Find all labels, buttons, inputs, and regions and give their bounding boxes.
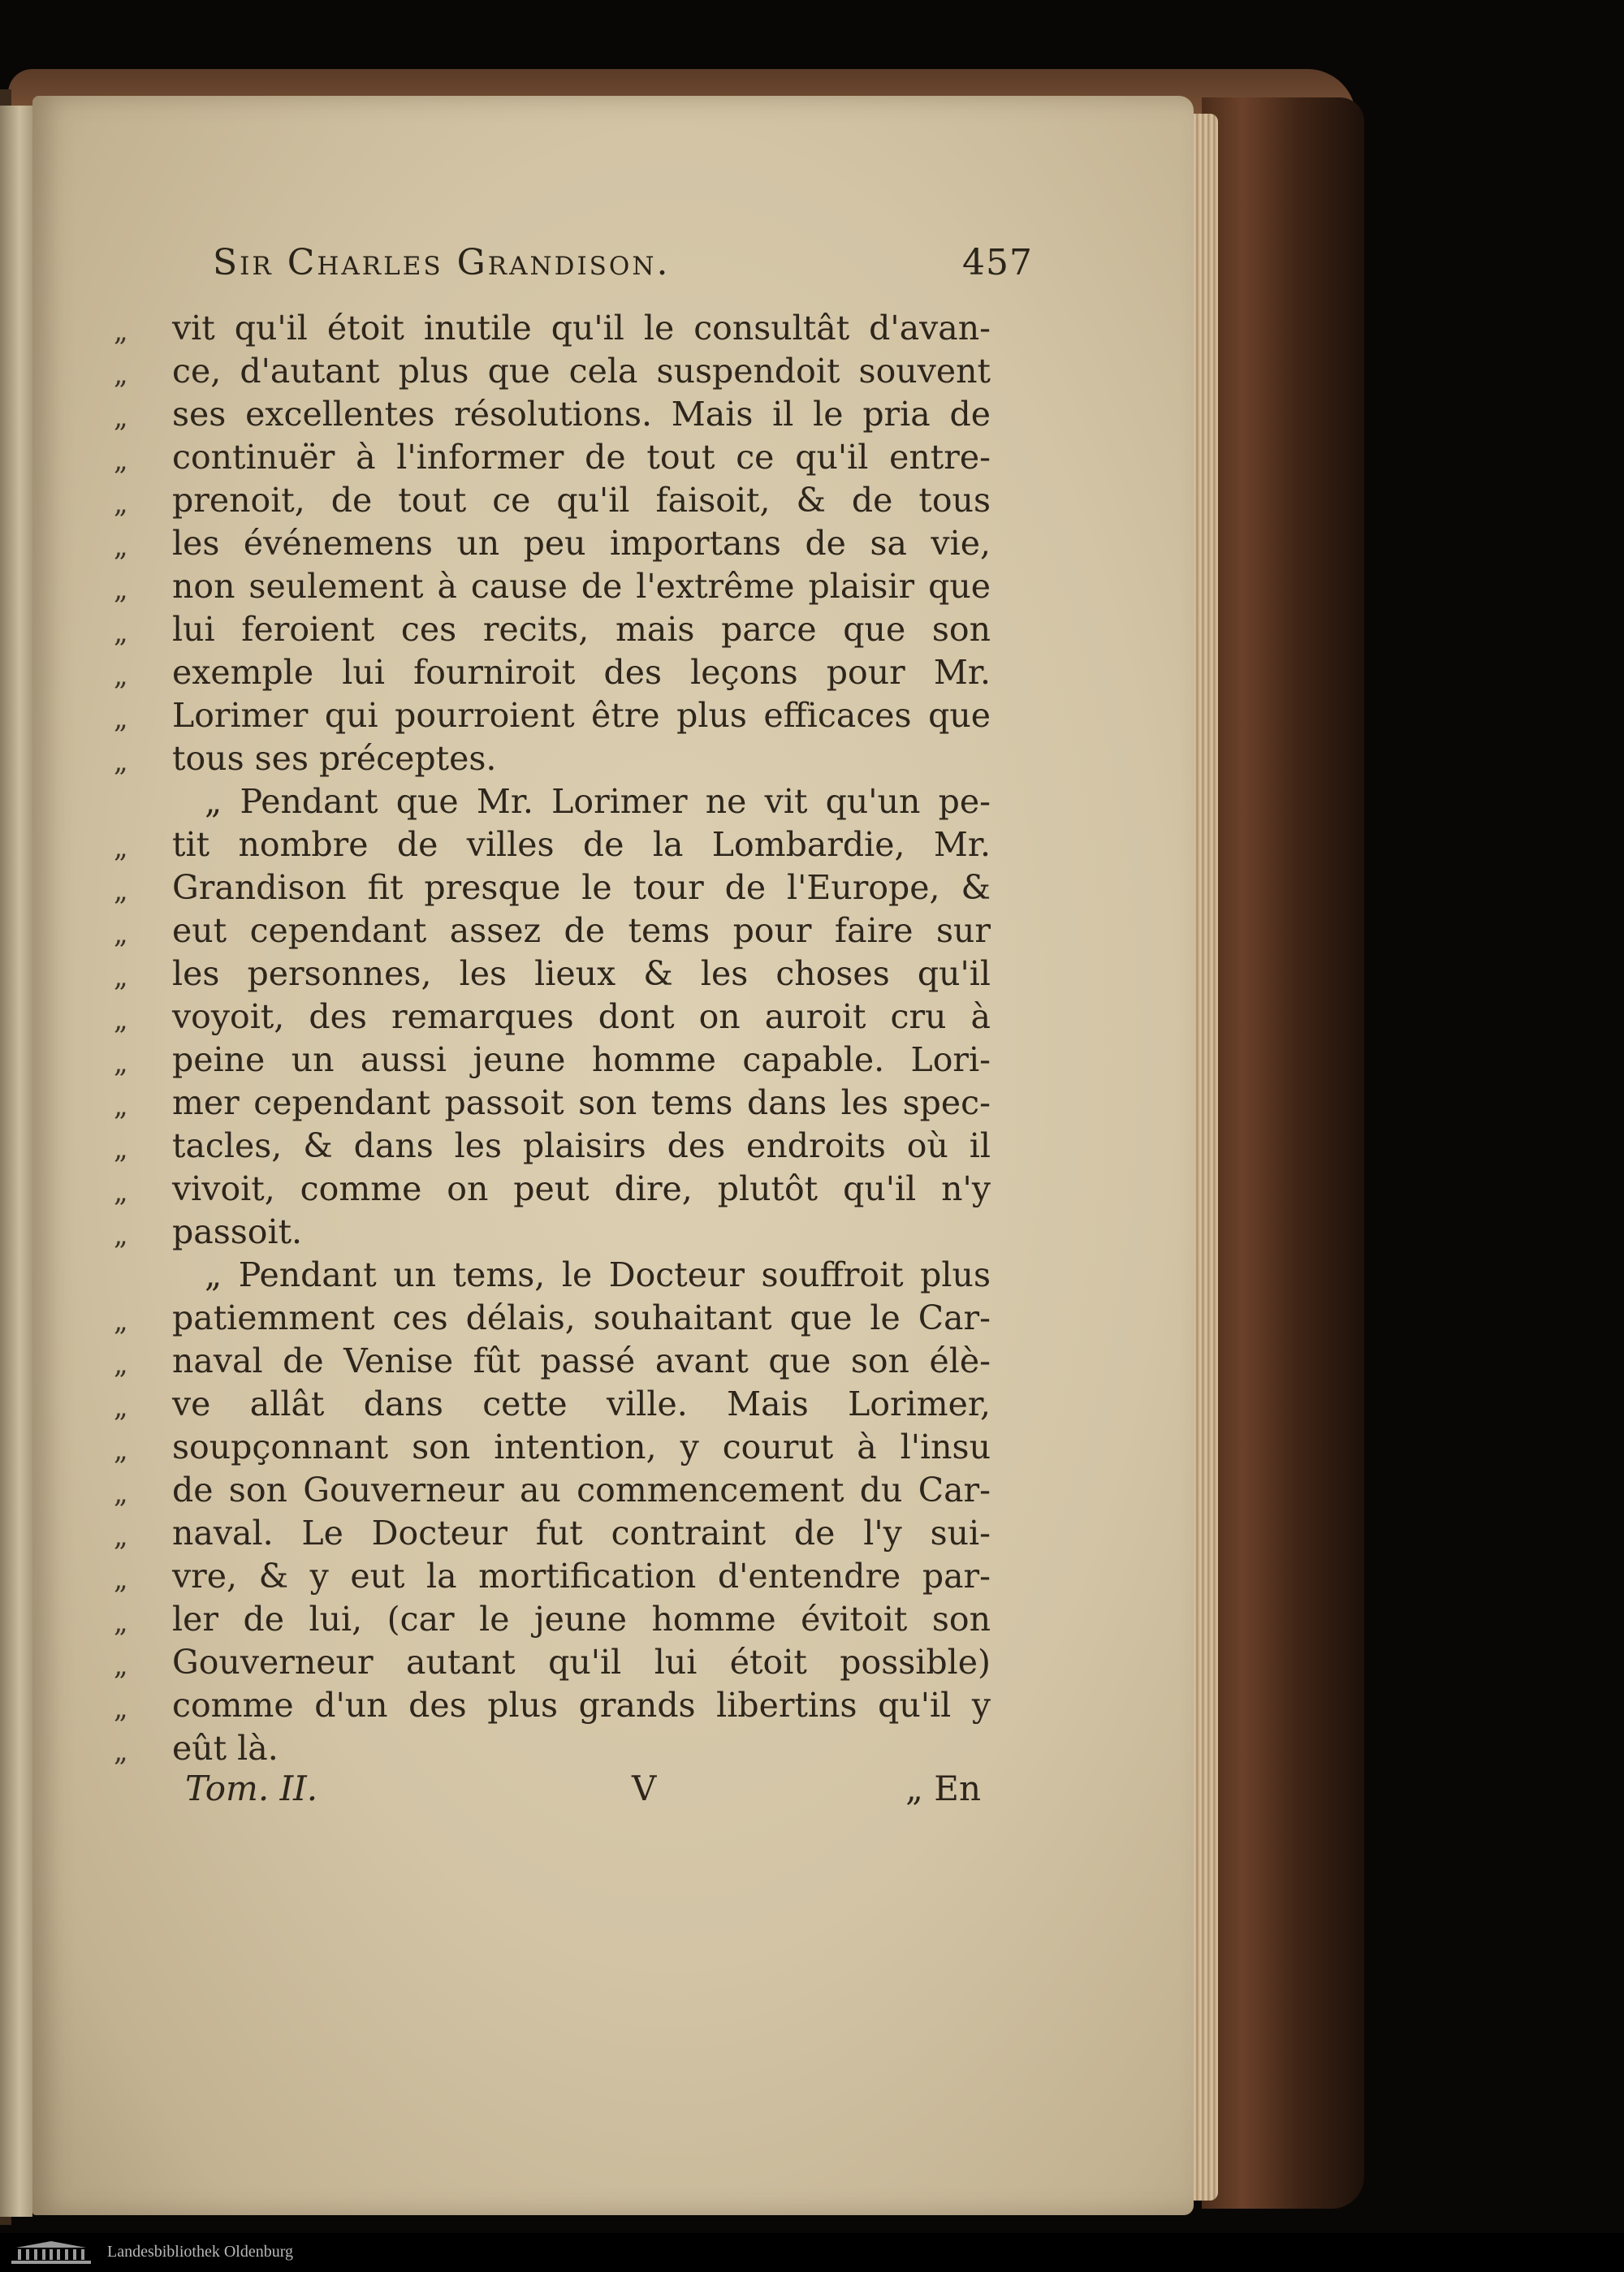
line-text: exemple lui fourniroit des leçons pour Mr. <box>172 653 991 692</box>
text-line <box>114 1297 991 1340</box>
signature-mark: V <box>632 1769 657 1808</box>
text-line <box>114 737 991 780</box>
text-line <box>114 1684 991 1727</box>
line-text: les personnes, les lieux & les choses qu'il <box>172 954 991 993</box>
quote-mark: „ <box>114 530 128 563</box>
text-line <box>114 909 991 952</box>
text-line <box>114 996 991 1039</box>
line-text: eût là. <box>172 1729 279 1768</box>
quote-mark: „ <box>114 659 128 692</box>
book-cover-spine <box>1202 97 1364 2209</box>
text-line <box>114 565 991 608</box>
text-line <box>114 608 991 651</box>
text-line <box>114 1340 991 1383</box>
text-line <box>114 479 991 522</box>
quote-mark: „ <box>114 1219 128 1251</box>
page-footer <box>185 1769 981 1817</box>
line-text: tit nombre de villes de la Lombardie, Mr. <box>172 825 991 864</box>
text-line <box>114 1082 991 1125</box>
quote-mark: „ <box>114 702 128 735</box>
quote-mark: „ <box>114 745 128 778</box>
quote-mark: „ <box>114 1133 128 1165</box>
text-line <box>114 1168 991 1211</box>
text-line <box>114 866 991 909</box>
body-text <box>114 307 991 1770</box>
quote-mark: „ <box>114 1090 128 1122</box>
text-line <box>114 1555 991 1598</box>
quote-mark: „ <box>114 961 128 993</box>
line-text: vit qu'il étoit inutile qu'il le consultât d'avan- <box>172 309 991 348</box>
quote-mark: „ <box>114 358 128 391</box>
quote-mark: „ <box>114 444 128 477</box>
line-text: comme d'un des plus grands libertins qu'il y <box>172 1686 991 1725</box>
line-text: vre, & y eut la mortification d'entendre par- <box>172 1557 991 1596</box>
text-line <box>114 952 991 996</box>
line-text: de son Gouverneur au commencement du Car- <box>172 1471 991 1510</box>
text-line <box>114 1727 991 1770</box>
quote-mark: „ <box>114 1692 128 1725</box>
line-text: ler de lui, (car le jeune homme évitoit son <box>172 1600 991 1639</box>
line-text: „ Pendant que Mr. Lorimer ne vit qu'un pe- <box>205 782 991 821</box>
line-text: tacles, & dans les plaisirs des endroits où il <box>172 1126 991 1165</box>
library-credit: Landesbibliothek Oldenburg <box>107 2243 294 2261</box>
quote-mark: „ <box>114 1004 128 1036</box>
text-line <box>114 350 991 393</box>
text-line <box>114 1469 991 1512</box>
line-text: lui feroient ces recits, mais parce que son <box>172 610 991 649</box>
text-line <box>114 393 991 436</box>
text-line <box>114 1426 991 1469</box>
line-text: ve allât dans cette ville. Mais Lorimer, <box>172 1384 991 1423</box>
quote-mark: „ <box>114 875 128 907</box>
text-line <box>114 1211 991 1254</box>
page-number: 457 <box>962 242 1033 283</box>
quote-mark: „ <box>114 1305 128 1337</box>
quote-mark: „ <box>114 616 128 649</box>
line-text: ce, d'autant plus que cela suspendoit souvent <box>172 352 991 391</box>
quote-mark: „ <box>114 1606 128 1639</box>
catchword: „ En <box>905 1769 981 1808</box>
text-line <box>114 436 991 479</box>
quote-mark: „ <box>114 1477 128 1510</box>
running-head-title: Sir Charles Grandison. <box>213 242 671 283</box>
line-text: prenoit, de tout ce qu'il faisoit, & de tous <box>172 481 991 520</box>
text-line <box>114 1598 991 1641</box>
quote-mark: „ <box>114 1649 128 1682</box>
quote-mark: „ <box>114 315 128 348</box>
text-line <box>114 823 991 866</box>
line-text: Gouverneur autant qu'il lui étoit possible) <box>172 1643 991 1682</box>
text-line <box>114 1125 991 1168</box>
line-text: naval de Venise fût passé avant que son élè- <box>172 1341 991 1380</box>
line-text: naval. Le Docteur fut contraint de l'y sui- <box>172 1514 991 1553</box>
quote-mark: „ <box>114 918 128 950</box>
line-text: eut cependant assez de tems pour faire sur <box>172 911 991 950</box>
line-text: vivoit, comme on peut dire, plutôt qu'il n'y <box>172 1169 991 1208</box>
line-text: soupçonnant son intention, y courut à l'insu <box>172 1428 991 1466</box>
text-line <box>114 1512 991 1555</box>
quote-mark: „ <box>114 1520 128 1553</box>
line-text: continuër à l'informer de tout ce qu'il entre- <box>172 438 991 477</box>
text-line <box>114 651 991 694</box>
quote-mark: „ <box>114 1563 128 1596</box>
quote-mark: „ <box>114 1434 128 1466</box>
credit-bar <box>0 2233 1624 2272</box>
text-line <box>114 780 991 823</box>
line-text: peine un aussi jeune homme capable. Lori- <box>172 1040 991 1079</box>
library-building-icon <box>10 2240 93 2266</box>
quote-mark: „ <box>114 1047 128 1079</box>
line-text: passoit. <box>172 1212 303 1251</box>
quote-mark: „ <box>114 1176 128 1208</box>
line-text: voyoit, des remarques dont on auroit cru à <box>172 997 991 1036</box>
line-text: ses excellentes résolutions. Mais il le pria de <box>172 395 991 434</box>
quote-mark: „ <box>114 573 128 606</box>
line-text: „ Pendant un tems, le Docteur souffroit plus <box>205 1255 991 1294</box>
text-line <box>114 1641 991 1684</box>
line-text: les événemens un peu importans de sa vie, <box>172 524 991 563</box>
line-text: Grandison fit presque le tour de l'Europe, & <box>172 868 991 907</box>
text-line <box>114 307 991 350</box>
line-text: mer cependant passoit son tems dans les spec- <box>172 1083 991 1122</box>
left-facing-page <box>0 106 32 2217</box>
running-head <box>213 242 1033 294</box>
line-text: tous ses préceptes. <box>172 739 497 778</box>
quote-mark: „ <box>114 1348 128 1380</box>
quote-mark: „ <box>114 1391 128 1423</box>
line-text: patiemment ces délais, souhaitant que le Car- <box>172 1298 991 1337</box>
line-text: Lorimer qui pourroient être plus efficaces que <box>172 696 991 735</box>
line-text: non seulement à cause de l'extrême plaisir que <box>172 567 991 606</box>
text-line <box>114 1039 991 1082</box>
text-line <box>114 694 991 737</box>
quote-mark: „ <box>114 401 128 434</box>
text-line <box>114 522 991 565</box>
text-line <box>114 1254 991 1297</box>
quote-mark: „ <box>114 487 128 520</box>
quote-mark: „ <box>114 1735 128 1768</box>
volume-label: Tom. II. <box>185 1769 318 1808</box>
quote-mark: „ <box>114 831 128 864</box>
text-line <box>114 1383 991 1426</box>
